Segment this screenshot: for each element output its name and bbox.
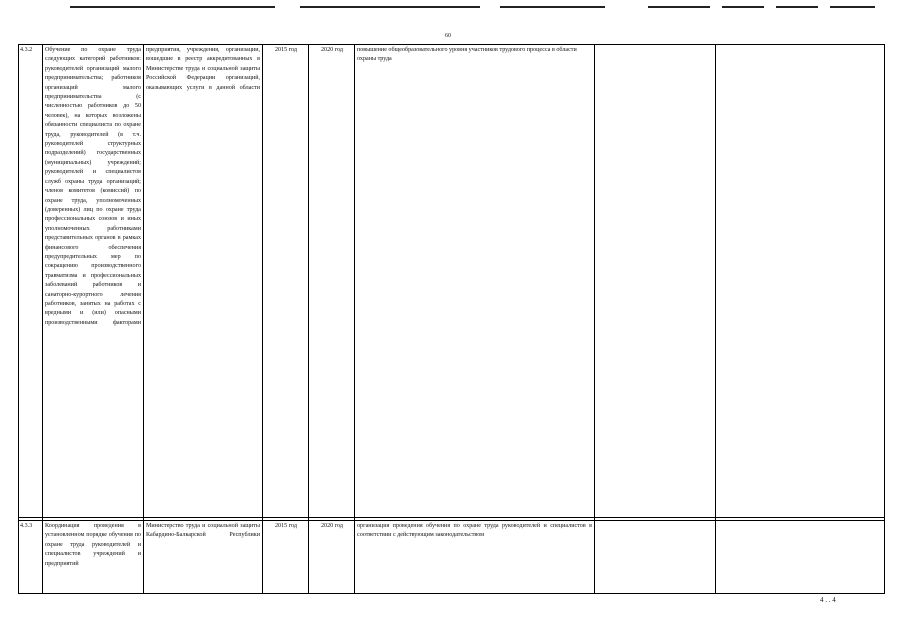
scan-artifact-line bbox=[70, 6, 275, 8]
col-border bbox=[42, 44, 43, 594]
col-border bbox=[715, 44, 716, 594]
col-border bbox=[594, 44, 595, 594]
col-border bbox=[354, 44, 355, 594]
result-text: организация проведения обучения по охране труда руководителей и специалистов в соответствии с действующим законодательством bbox=[357, 523, 592, 539]
table-border-top bbox=[18, 44, 885, 45]
page-number: 60 bbox=[445, 33, 451, 39]
scan-artifact-line bbox=[776, 6, 818, 8]
col-border bbox=[262, 44, 263, 594]
col-border bbox=[18, 44, 19, 594]
executor-text: Министерство труда и социальной защиты Кабардино-Балкарской Республики bbox=[146, 523, 260, 539]
row-number: 4.3.3 bbox=[20, 523, 33, 529]
scan-artifact-line bbox=[300, 6, 480, 8]
activity-table bbox=[18, 44, 885, 594]
scan-artifact-line bbox=[500, 6, 605, 8]
executor-text: предприятия, учреждения, организации, вошедшие в реестр аккредитованных в Министерстве труда и социальной защиты Российской Федерации организаций, оказывающих услуги в данной области bbox=[146, 47, 260, 91]
table-border-bottom bbox=[18, 593, 885, 594]
scan-artifact-line bbox=[830, 6, 875, 8]
start-year: 2015 год bbox=[274, 523, 298, 529]
scan-artifact-line bbox=[648, 6, 710, 8]
row-divider bbox=[18, 517, 885, 518]
start-year: 2015 год bbox=[274, 47, 298, 53]
end-year: 2020 год bbox=[320, 47, 344, 53]
row-number: 4.3.2 bbox=[20, 47, 33, 53]
scan-artifact-line bbox=[722, 6, 764, 8]
col-border bbox=[308, 44, 309, 594]
corner-handwritten-mark: 4 . . 4 bbox=[820, 596, 836, 604]
result-text: повышение общеобразовательного уровня участников трудового процесса в области охраны труда bbox=[357, 47, 577, 63]
end-year: 2020 год bbox=[320, 523, 344, 529]
activity-text: Координация проведения в установленном порядке обучения по охране труда руководителей и специалистов учреждений и предприятий bbox=[45, 523, 141, 567]
row-divider bbox=[18, 520, 885, 521]
col-border bbox=[143, 44, 144, 594]
col-border bbox=[884, 44, 885, 594]
activity-text: Обучение по охране труда следующих категорий работников: руководителей организаций малого предпринимательства; работников организаций малого предпринимательства (с численностью работников до 50 человек), на которых возложены обязанности специалиста по охране труда, руководителей (в т.ч. руководителей структурных подразделений) государственных (муниципальных) учреждений; руководителей и специалистов служб охраны труда организаций; членов комитетов (комиссий) по охране труда, уполномоченных (доверенных) лиц по охране труда профессиональных союзов и иных уполномоченных работниками представительных органов в рамках финансового обеспечения предупредительных мер по сокращению производственного травматизма и профессиональных заболеваний работников и санаторно-курортного лечения работников, занятых на работах с вредными и (или) опасными производственными факторами bbox=[45, 47, 141, 326]
